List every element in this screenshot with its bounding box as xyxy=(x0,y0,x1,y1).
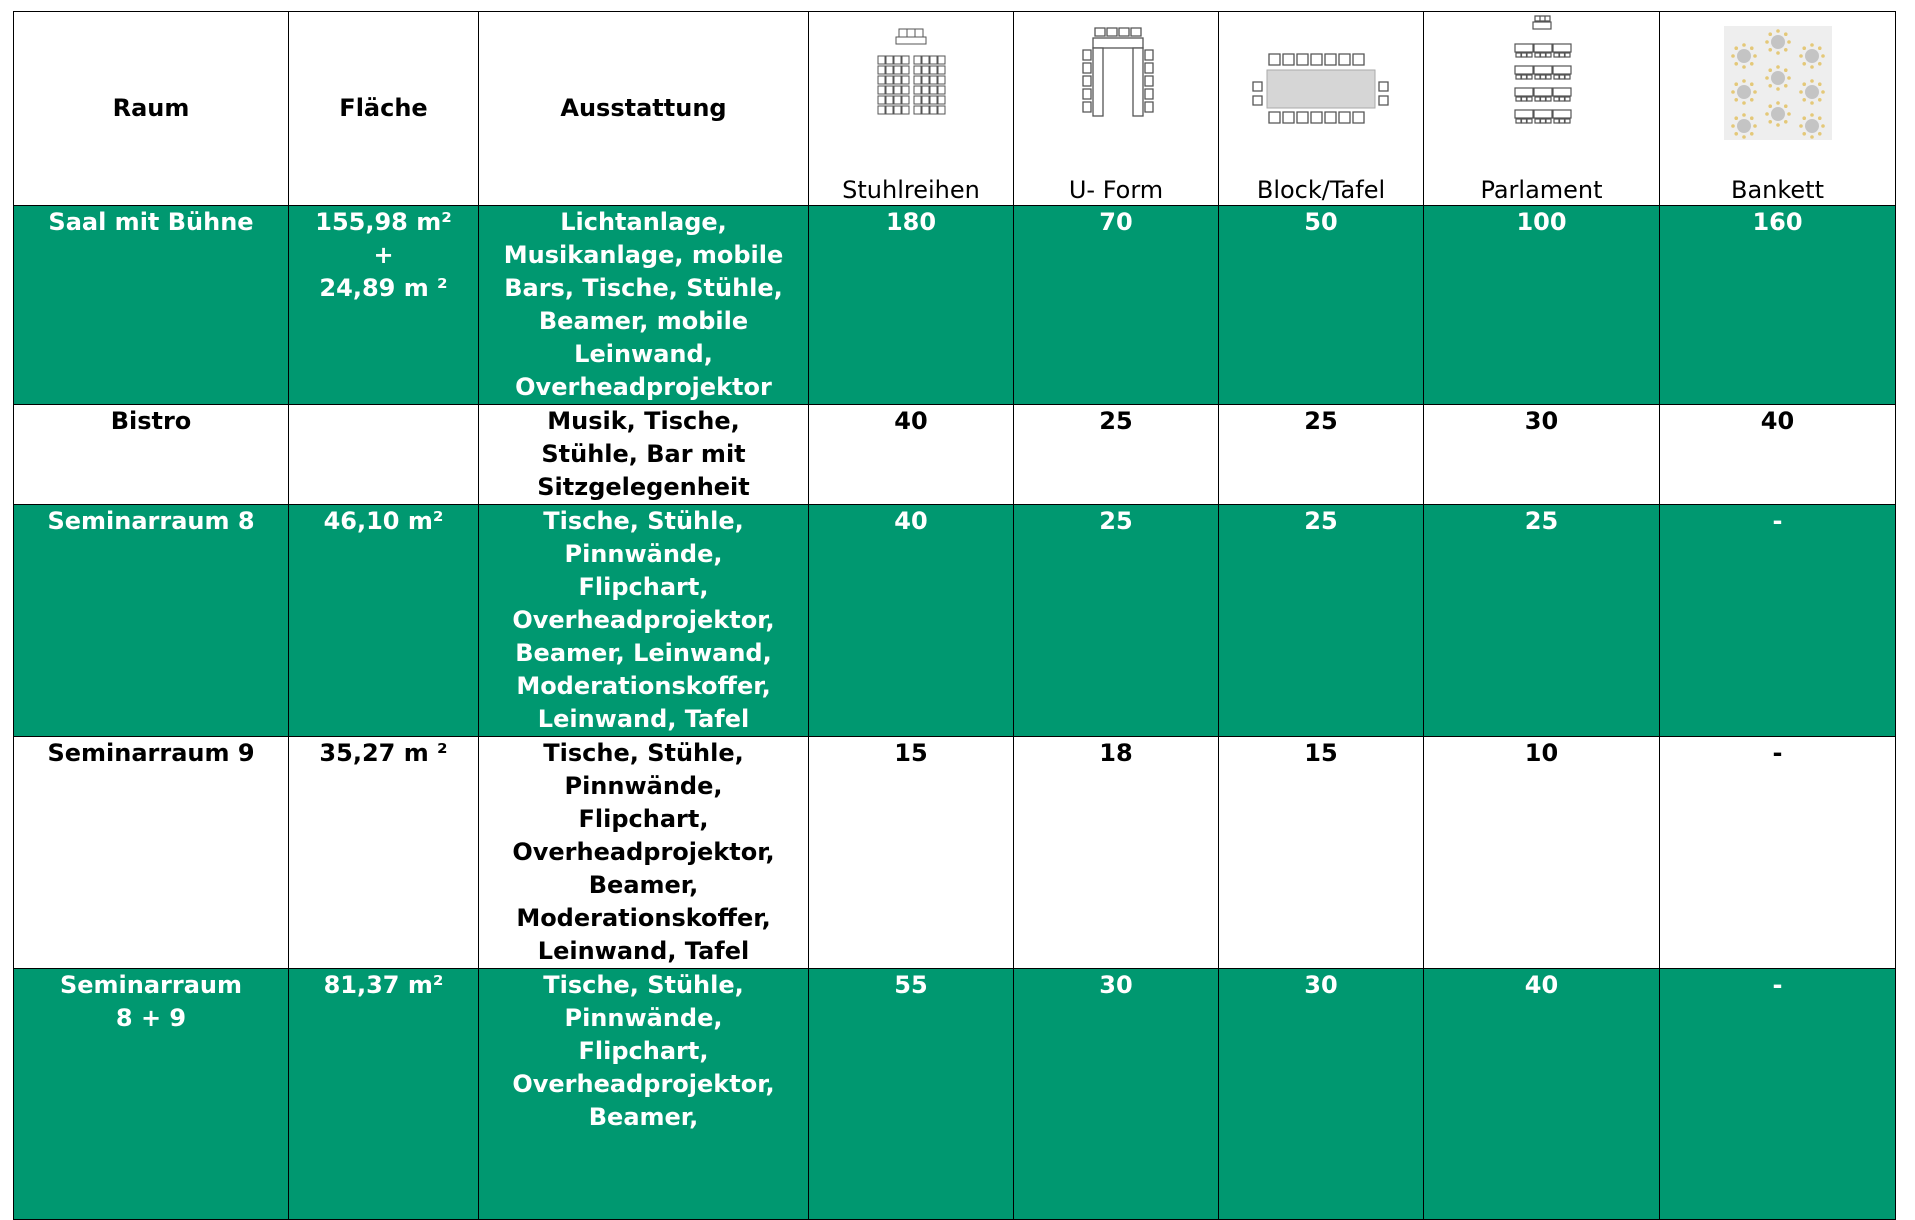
capacity-parlament: 10 xyxy=(1424,737,1660,969)
capacity-stuhlreihen: 180 xyxy=(809,206,1014,405)
capacity-parlament: 40 xyxy=(1424,969,1660,1220)
capacity-block: 25 xyxy=(1219,505,1424,737)
header-stuhlreihen-label: Stuhlreihen xyxy=(842,176,980,204)
capacity-u-form: 30 xyxy=(1014,969,1219,1220)
header-bankett xyxy=(1660,12,1896,206)
capacity-bankett: 160 xyxy=(1660,206,1896,405)
header-flaeche: Fläche xyxy=(289,12,479,206)
room-name: Seminarraum 8 xyxy=(14,505,289,737)
capacity-stuhlreihen: 15 xyxy=(809,737,1014,969)
capacity-bankett: - xyxy=(1660,505,1896,737)
room-area: 81,37 m² xyxy=(289,969,479,1220)
header-block-tafel-label: Block/Tafel xyxy=(1256,176,1386,204)
capacity-block: 25 xyxy=(1219,405,1424,505)
capacity-u-form: 18 xyxy=(1014,737,1219,969)
capacity-bankett: - xyxy=(1660,969,1896,1220)
header-bankett-label: Bankett xyxy=(1730,176,1824,204)
room-equipment: Tische, Stühle, Pinnwände, Flipchart, Overheadprojektor, Beamer, Moderationskoffer, Leinwand, Tafel xyxy=(479,737,809,969)
room-equipment: Tische, Stühle, Pinnwände, Flipchart, Overheadprojektor, Beamer, Leinwand, Moderationskoffer, Leinwand, Tafel xyxy=(479,505,809,737)
room-equipment: Tische, Stühle, Pinnwände, Flipchart, Overheadprojektor, Beamer, xyxy=(479,969,809,1220)
capacity-parlament: 100 xyxy=(1424,206,1660,405)
table-row xyxy=(14,405,1896,505)
table-row xyxy=(14,505,1896,737)
table-row xyxy=(14,206,1896,405)
header-u-form-label: U- Form xyxy=(1068,176,1164,204)
capacity-parlament: 25 xyxy=(1424,505,1660,737)
capacity-u-form: 25 xyxy=(1014,505,1219,737)
header-block-tafel xyxy=(1219,12,1424,206)
room-name: Bistro xyxy=(14,405,289,505)
capacity-block: 50 xyxy=(1219,206,1424,405)
u-shape-layout-icon xyxy=(1071,26,1161,126)
capacity-u-form: 25 xyxy=(1014,405,1219,505)
room-name: Seminarraum 9 xyxy=(14,737,289,969)
header-stuhlreihen xyxy=(809,12,1014,206)
header-ausstattung: Ausstattung xyxy=(479,12,809,206)
block-table-layout-icon xyxy=(1251,26,1391,126)
room-equipment: Lichtanlage, Musikanlage, mobile Bars, Tische, Stühle, Beamer, mobile Leinwand, Overheadprojektor xyxy=(479,206,809,405)
header-u-form xyxy=(1014,12,1219,206)
room-area: 46,10 m² xyxy=(289,505,479,737)
capacity-u-form: 70 xyxy=(1014,206,1219,405)
room-name: Seminarraum 8 + 9 xyxy=(14,969,289,1220)
capacity-parlament: 30 xyxy=(1424,405,1660,505)
header-raum: Raum xyxy=(14,12,289,206)
header-parlament xyxy=(1424,12,1660,206)
capacity-stuhlreihen: 55 xyxy=(809,969,1014,1220)
room-capacity-table xyxy=(13,11,1896,1220)
capacity-bankett: - xyxy=(1660,737,1896,969)
room-equipment: Musik, Tische, Stühle, Bar mit Sitzgelegenheit xyxy=(479,405,809,505)
room-name: Saal mit Bühne xyxy=(14,206,289,405)
chair-rows-layout-icon xyxy=(866,26,956,126)
parliament-layout-icon xyxy=(1497,14,1587,144)
table-row xyxy=(14,737,1896,969)
banquet-layout-icon xyxy=(1724,26,1832,140)
capacity-block: 30 xyxy=(1219,969,1424,1220)
room-area: 35,27 m ² xyxy=(289,737,479,969)
header-parlament-label: Parlament xyxy=(1480,176,1603,204)
capacity-stuhlreihen: 40 xyxy=(809,405,1014,505)
header-row xyxy=(14,12,1896,206)
capacity-bankett: 40 xyxy=(1660,405,1896,505)
capacity-block: 15 xyxy=(1219,737,1424,969)
room-area xyxy=(289,405,479,505)
room-area: 155,98 m² + 24,89 m ² xyxy=(289,206,479,405)
capacity-stuhlreihen: 40 xyxy=(809,505,1014,737)
table-row xyxy=(14,969,1896,1220)
